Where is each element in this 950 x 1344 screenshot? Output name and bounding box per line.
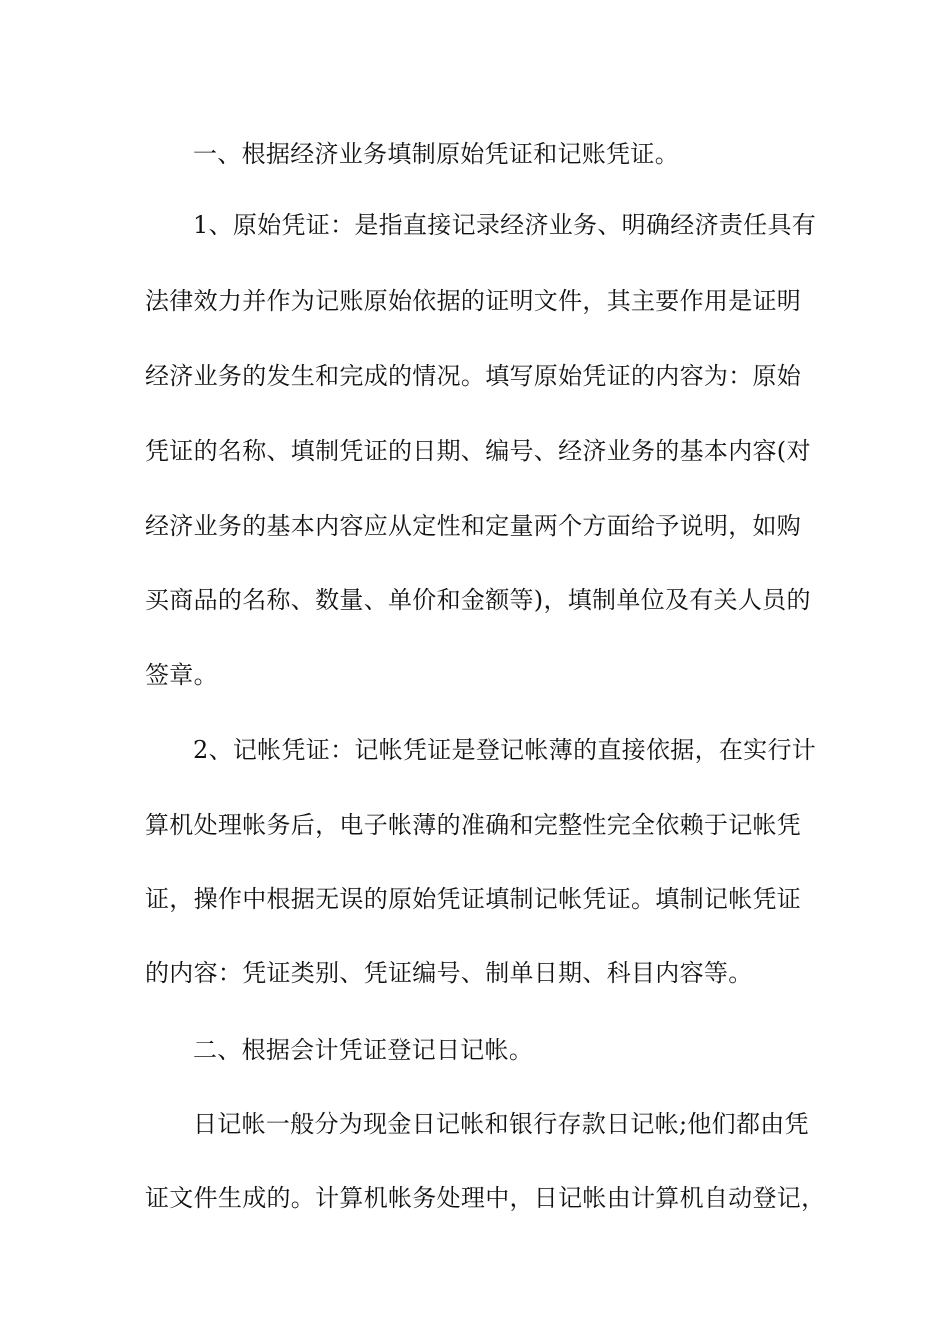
paragraph-line: 证文件生成的。计算机帐务处理中，日记帐由计算机自动登记， (145, 1184, 826, 1212)
paragraph-line: 买商品的名称、数量、单价和金额等)，填制单位及有关人员的 (145, 586, 811, 614)
paragraph-line: 的内容：凭证类别、凭证编号、制单日期、科目内容等。 (145, 959, 753, 987)
paragraph-line: 签章。 (145, 661, 218, 689)
paragraph-line: 经济业务的发生和完成的情况。填写原始凭证的内容为：原始 (145, 362, 802, 390)
paragraph-line: 2、记帐凭证：记帐凭证是登记帐薄的直接依据，在实行计 (193, 736, 817, 764)
heading-section-2: 二、根据会计凭证登记日记帐。 (193, 1036, 534, 1064)
paragraph-line: 经济业务的基本内容应从定性和定量两个方面给予说明，如购 (145, 512, 802, 540)
heading-section-1: 一、根据经济业务填制原始凭证和记账凭证。 (193, 140, 679, 168)
paragraph-line: 证，操作中根据无误的原始凭证填制记帐凭证。填制记帐凭证 (145, 885, 802, 913)
paragraph-line: 算机处理帐务后，电子帐薄的准确和完整性完全依赖于记帐凭 (145, 811, 802, 839)
paragraph-line: 日记帐一般分为现金日记帐和银行存款日记帐;他们都由凭 (193, 1110, 809, 1138)
paragraph-line: 法律效力并作为记账原始依据的证明文件，其主要作用是证明 (145, 287, 802, 315)
paragraph-line: 1、原始凭证：是指直接记录经济业务、明确经济责任具有 (193, 211, 817, 239)
paragraph-line: 凭证的名称、填制凭证的日期、编号、经济业务的基本内容(对 (145, 437, 811, 465)
